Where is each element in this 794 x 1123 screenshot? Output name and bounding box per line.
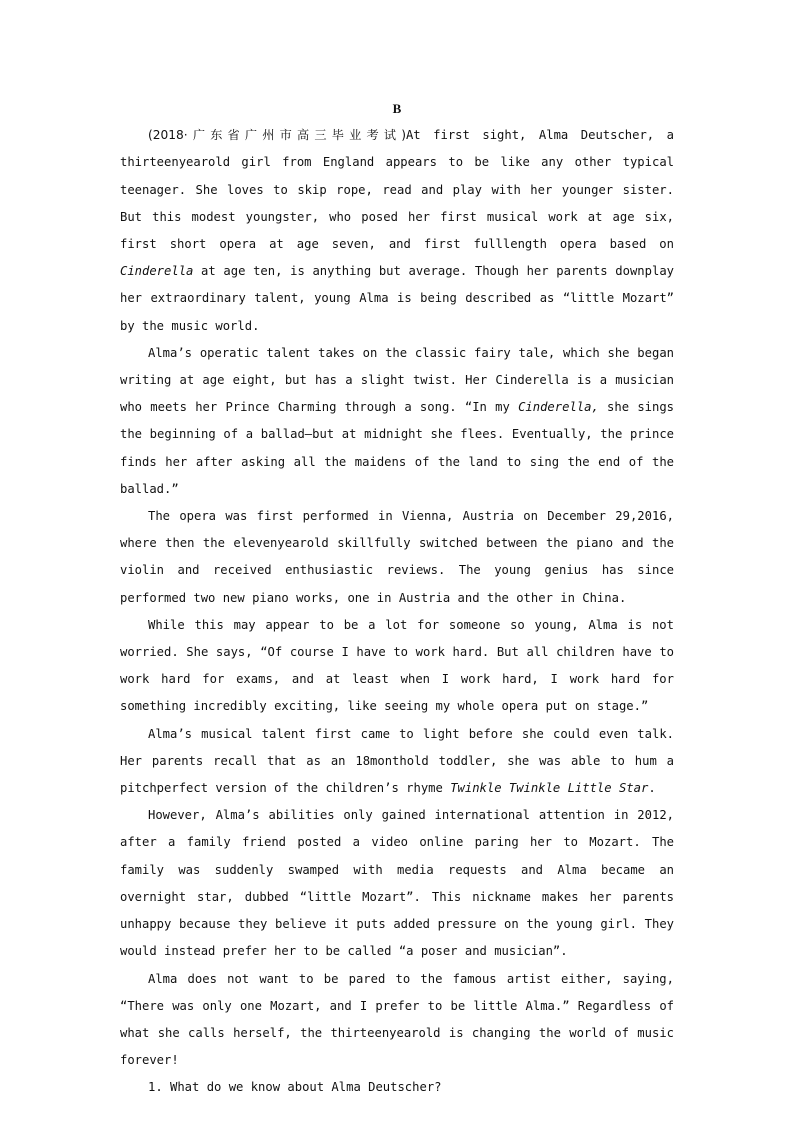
paragraph-1-text-b: at age ten, is anything but average. Though her parents downplay her extraordinary talent, young Alma is being described as “little Mozart” by the music world.: [120, 264, 674, 333]
paragraph-7: Alma does not want to be pared to the famous artist either, saying, “There was only one Mozart, and I prefer to be little Alma.” Regardless of what she calls herself, the thirteenyearold is changing the world of music forever!: [120, 971, 674, 1068]
paragraph-5: [120, 721, 674, 803]
paragraph-3: The opera was first performed in Vienna, Austria on December 29,2016, where then the elevenyearold skillfully switched between the piano and the violin and received enthusiastic reviews. The young genius has since performed two new piano works, one in Austria and the other in China.: [120, 509, 674, 605]
paragraph-2-italic: Cinderella,: [518, 400, 599, 415]
paragraph-1-text-a: At first sight, Alma Deutscher, a thirteenyearold girl from England appears to be like any other typical teenager. She loves to skip rope, read and play with her younger sister. But this modest youngster, who posed her first musical work at age six, first short opera at age seven, and first fulllength opera based on: [120, 128, 674, 252]
question-1: 1. What do we know about Alma Deutscher?: [148, 1080, 442, 1095]
paragraph-6: However, Alma’s abilities only gained international attention in 2012, after a family friend posted a video online paring her to Mozart. The family was suddenly swamped with media requests and Alma became an overnight star, dubbed “little Mozart”. This nickname makes her parents unhappy because they believe it puts added pressure on the young girl. They would instead prefer her to be called “a poser and musician”.: [120, 808, 674, 959]
paragraph-2-text-b: she sings the beginning of a ballad—but at midnight she flees. Eventually, the prince finds her after asking all the maidens of the land to sing the end of the ballad.”: [120, 400, 675, 496]
section-title: B: [392, 101, 402, 116]
passage-body: [120, 95, 674, 1102]
paragraph-5-text-b: .: [648, 781, 656, 796]
paragraph-5-text-a: Alma’s musical talent first came to light before she could even talk. Her parents recall that as an 18monthold toddler, she was able to hum a pitchperfect version of the children’s rhyme: [120, 726, 674, 796]
paragraph-1-italic: Cinderella: [120, 264, 194, 279]
paragraph-2: [120, 340, 674, 503]
paragraph-2-text-a: Alma’s operatic talent takes on the classic fairy tale, which she began writing at age eight, but has a slight twist. Her Cinderella is a musician who meets her Prince Charming through a song. “In my: [120, 345, 674, 415]
paragraph-5-italic: Twinkle Twinkle Little Star: [450, 781, 649, 796]
paragraph-4: While this may appear to be a lot for someone so young, Alma is not worried. She says, “Of course I have to work hard. But all children have to work hard for exams, and at least when I work hard, I work hard for something incredibly exciting, like seeing my whole opera put on stage.”: [120, 617, 674, 714]
paragraph-1: [120, 122, 674, 340]
source-citation: (2018·广东省广州市高三毕业考试): [148, 128, 406, 143]
